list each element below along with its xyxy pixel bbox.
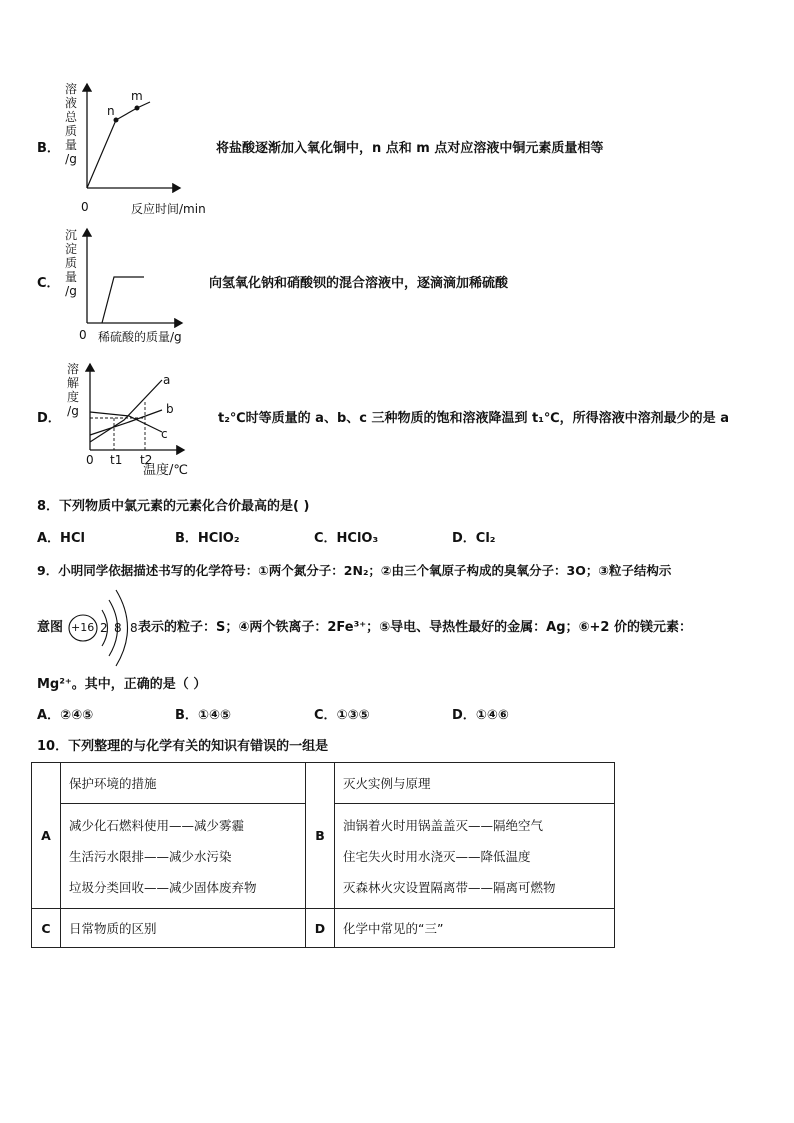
row-a-items bbox=[61, 804, 306, 909]
q8-option-a: A．HCl bbox=[37, 531, 85, 546]
q10-stem: 10．下列整理的与化学有关的知识有错误的一组是 bbox=[37, 739, 329, 754]
graph-d-axes bbox=[84, 358, 194, 458]
graph-c-origin: 0 bbox=[79, 328, 87, 342]
nucleus-charge: +16 bbox=[71, 621, 95, 634]
option-b-label: B． bbox=[37, 141, 60, 156]
t2-label: t2 bbox=[140, 453, 153, 467]
option-c-statement: 向氢氧化钠和硝酸钡的混合溶液中，逐滴滴加稀硫酸 bbox=[209, 276, 509, 291]
row-d-title: 化学中常见的“三” bbox=[335, 909, 615, 948]
ylabel-char: 溶 bbox=[64, 82, 77, 96]
curve-a bbox=[90, 380, 162, 442]
ylabel-char: 解 bbox=[66, 376, 79, 390]
graph-d-ylabel bbox=[62, 362, 84, 418]
ylabel-char: 沉 bbox=[64, 228, 77, 242]
row-c-title: 日常物质的区别 bbox=[61, 909, 306, 948]
q9-option-a: A．②④⑤ bbox=[37, 708, 94, 723]
curve-a-label: a bbox=[163, 373, 171, 387]
list-item: 减少化石燃料使用——减少雾霾 bbox=[69, 817, 245, 833]
curve-c-label: c bbox=[161, 427, 168, 441]
shell-3-electrons: 8 bbox=[130, 621, 138, 635]
curve-b bbox=[90, 410, 162, 435]
ylabel-char: 溶 bbox=[66, 362, 79, 376]
list-item: 垃圾分类回收——减少固体废弃物 bbox=[69, 879, 257, 895]
row-a-code: A bbox=[32, 763, 61, 909]
ylabel-char: 量 bbox=[64, 270, 77, 284]
point-n bbox=[114, 118, 119, 123]
list-item: 灭森林火灾设置隔离带——隔离可燃物 bbox=[343, 879, 556, 895]
option-d-label: D． bbox=[37, 411, 61, 426]
ylabel-char: /g bbox=[65, 284, 77, 298]
point-m bbox=[135, 106, 140, 111]
list-item: 住宅失火时用水浇灭——降低温度 bbox=[343, 848, 531, 864]
t1-label: t1 bbox=[110, 453, 123, 467]
q8-option-d: D．Cl₂ bbox=[452, 531, 496, 546]
q8-option-c: C．HClO₃ bbox=[314, 531, 379, 546]
q9-option-d: D．①④⑥ bbox=[452, 708, 509, 723]
list-item: 生活污水限排——减少水污染 bbox=[69, 848, 232, 864]
ylabel-char: /g bbox=[67, 404, 79, 418]
row-b-code: B bbox=[306, 763, 335, 909]
row-b-items bbox=[335, 804, 615, 909]
graph-c-xlabel: 稀硫酸的质量/g bbox=[98, 330, 182, 344]
q9-line3: Mg²⁺。其中，正确的是（ ） bbox=[37, 677, 207, 692]
graph-c-axes bbox=[80, 223, 190, 328]
ylabel-char: 质 bbox=[64, 124, 77, 138]
option-d-statement: t₂℃时等质量的 a、b、c 三种物质的饱和溶液降温到 t₁℃，所得溶液中溶剂最少的是 a bbox=[218, 411, 729, 426]
ylabel-char: 总 bbox=[64, 110, 77, 124]
graph-b-origin: 0 bbox=[81, 200, 89, 214]
option-c-label: C． bbox=[37, 276, 60, 291]
q9-option-b: B．①④⑤ bbox=[175, 708, 231, 723]
list-item: 油锅着火时用锅盖盖灭——隔绝空气 bbox=[343, 817, 544, 833]
row-d-code: D bbox=[306, 909, 335, 948]
q9-option-c: C．①③⑤ bbox=[314, 708, 370, 723]
graph-c-ylabel bbox=[60, 228, 82, 298]
q8-stem: 8．下列物质中氯元素的元素化合价最高的是( ) bbox=[37, 499, 310, 514]
curve-b-label: b bbox=[166, 402, 174, 416]
ylabel-char: 淀 bbox=[64, 242, 77, 256]
ylabel-char: /g bbox=[65, 152, 77, 166]
row-b-title: 灭火实例与原理 bbox=[335, 763, 615, 804]
q9-line2: 表示的粒子：S；④两个铁离子：2Fe³⁺；⑤导电、导热性最好的金属：Ag；⑥+2 价的镁元素： bbox=[138, 620, 692, 635]
q8-option-b: B．HClO₂ bbox=[175, 531, 240, 546]
graph-b-ylabel bbox=[60, 82, 82, 166]
graph-c-curve bbox=[102, 277, 144, 323]
graph-b-xlabel: 反应时间/min bbox=[131, 202, 206, 216]
q9-prefix: 意图 bbox=[37, 620, 64, 635]
shell-1-electrons: 2 bbox=[100, 621, 108, 635]
q9-line1: 9．小明同学依据描述书写的化学符号：①两个氮分子：2N₂；②由三个氧原子构成的臭氧分子：3O；③粒子结构示 bbox=[37, 563, 672, 578]
row-a-title: 保护环境的措施 bbox=[61, 763, 306, 804]
ylabel-char: 量 bbox=[64, 138, 77, 152]
ylabel-char: 度 bbox=[66, 390, 79, 404]
graph-d-origin: 0 bbox=[86, 453, 94, 467]
ylabel-char: 质 bbox=[64, 256, 77, 270]
graph-b-curve bbox=[87, 102, 150, 188]
shell-2-electrons: 8 bbox=[114, 621, 122, 635]
q10-table bbox=[31, 762, 615, 948]
curve-c bbox=[90, 412, 162, 432]
row-c-code: C bbox=[32, 909, 61, 948]
graph-d-xlabel: 温度/℃ bbox=[143, 463, 188, 478]
option-b-statement: 将盐酸逐渐加入氧化铜中，n 点和 m 点对应溶液中铜元素质量相等 bbox=[216, 141, 604, 156]
point-m-label: m bbox=[131, 89, 143, 103]
ylabel-char: 液 bbox=[64, 96, 77, 110]
point-n-label: n bbox=[107, 104, 115, 118]
